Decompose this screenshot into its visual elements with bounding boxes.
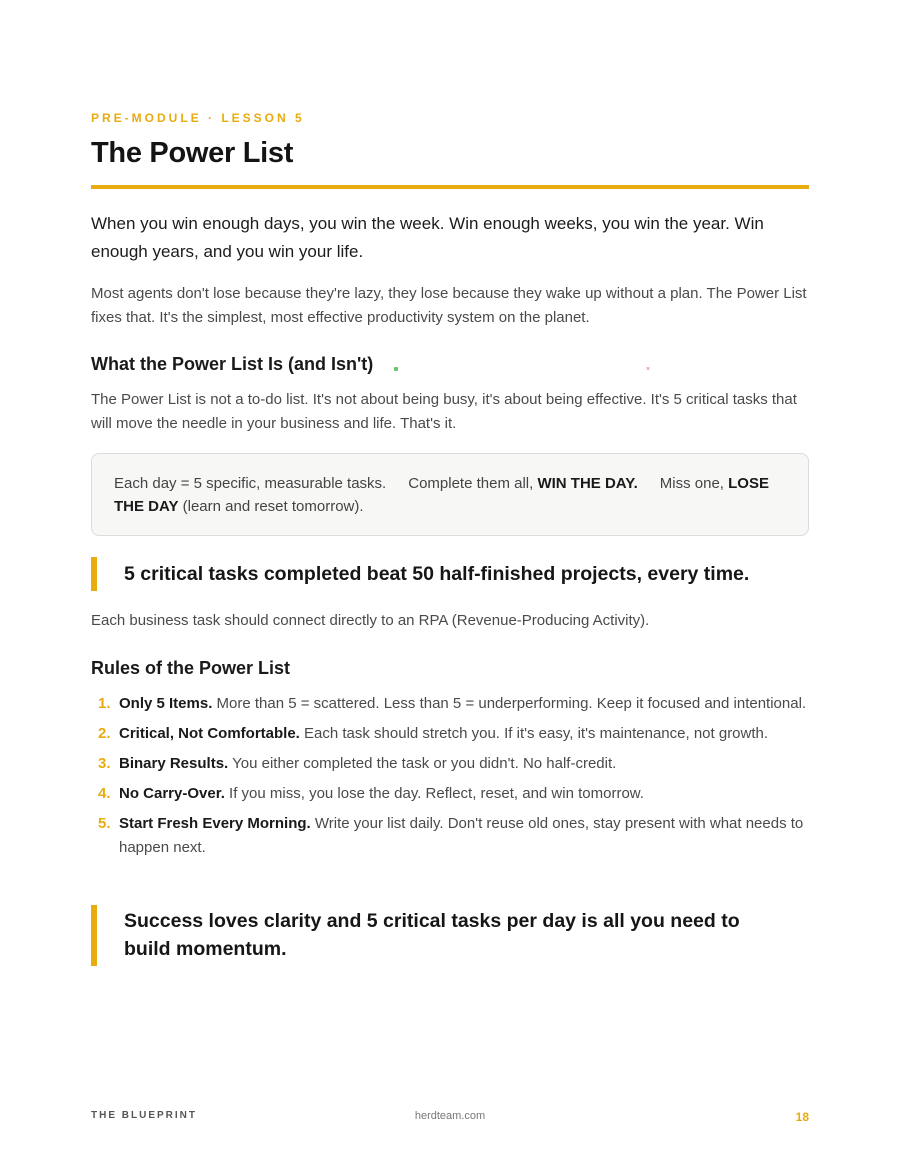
list-item-number: 5. <box>98 815 111 832</box>
list-item <box>91 692 809 716</box>
list-item-text: You either completed the task or you didn't. No half-credit. <box>228 755 617 772</box>
list-item <box>91 782 809 806</box>
list-item-label: Critical, Not Comfortable. <box>119 725 300 742</box>
list-item <box>91 722 809 746</box>
list-item <box>91 812 809 860</box>
list-item-number: 1. <box>98 695 111 712</box>
list-item-text: Each task should stretch you. If it's easy, it's maintenance, not growth. <box>299 725 769 742</box>
list-item-number: 2. <box>98 725 111 742</box>
lesson-eyebrow: PRE-MODULE · LESSON 5 <box>91 111 305 125</box>
lead-paragraph: When you win enough days, you win the week. Win enough weeks, you win the year. Win enough years, and you win your life. <box>91 214 764 261</box>
list-item-label: Binary Results. <box>119 755 229 772</box>
page-footer <box>91 1110 809 1126</box>
callout-part-1: Each day = 5 specific, measurable tasks. <box>114 475 387 492</box>
rules-callout-box <box>91 453 809 536</box>
page-title: The Power List <box>91 137 294 169</box>
list-item-number: 3. <box>98 755 111 772</box>
section-body-what-it-is: The Power List is not a to-do list. It's not about being busy, it's about being effective. It's 5 critical tasks that will move the needle in your business and life. That's it. <box>91 391 797 432</box>
list-item-number: 4. <box>98 785 111 802</box>
footer-brand: THE BLUEPRINT <box>91 1110 197 1121</box>
list-item-label: Only 5 Items. <box>119 695 213 712</box>
list-item-label: No Carry-Over. <box>119 785 225 802</box>
title-underline <box>91 185 809 189</box>
section-heading-what-it-is: What the Power List Is (and Isn't) <box>91 354 374 374</box>
list-item <box>91 752 809 776</box>
list-item-text: Write your list daily. Don't reuse old ones, stay present with what needs to happen next. <box>119 815 804 856</box>
list-item-text: More than 5 = scattered. Less than 5 = underperforming. Keep it focused and intentional. <box>212 695 807 712</box>
pull-quote-critical-tasks: 5 critical tasks completed beat 50 half-finished projects, every time. <box>91 557 809 591</box>
stray-green-mark <box>394 367 398 371</box>
list-item-label: Start Fresh Every Morning. <box>119 815 311 832</box>
page-number: 18 <box>795 1110 809 1124</box>
rpa-note: Each business task should connect directly to an RPA (Revenue-Producing Activity). <box>91 612 650 629</box>
footer-site-link[interactable]: herdteam.com <box>414 1110 486 1122</box>
callout-part-2: Complete them all, WIN THE DAY. <box>408 475 638 492</box>
pull-quote-success-clarity: Success loves clarity and 5 critical tasks per day is all you need to build momentum. <box>91 905 809 966</box>
section-heading-rules: Rules of the Power List <box>91 658 291 678</box>
list-item-text: If you miss, you lose the day. Reflect, reset, and win tomorrow. <box>224 785 644 802</box>
stray-red-mark: × <box>646 366 651 373</box>
callout-part-3: Miss one, LOSE THE DAY (learn and reset tomorrow). <box>114 475 769 515</box>
rules-list <box>91 692 809 866</box>
intro-paragraph: Most agents don't lose because they're lazy, they lose because they wake up without a plan. The Power List fixes that. It's the simplest, most effective productivity system on the planet. <box>91 285 807 326</box>
